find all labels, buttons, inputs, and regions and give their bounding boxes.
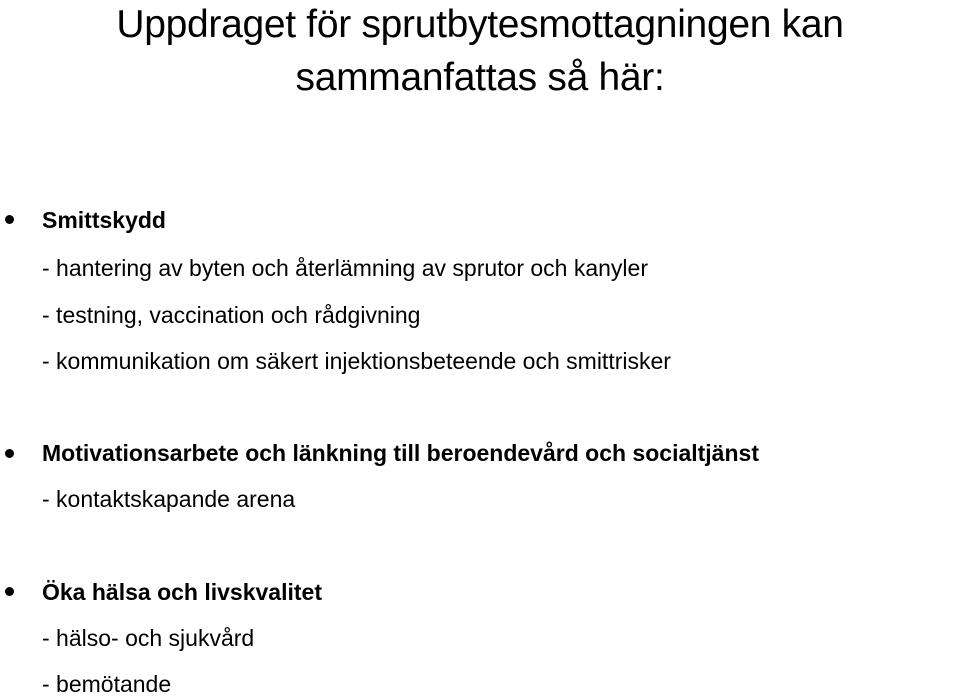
section-heading-halsa: Öka hälsa och livskvalitet: [42, 579, 322, 605]
list-item: - kontaktskapande arena: [42, 486, 296, 512]
bullet-icon: [5, 215, 14, 224]
slide-title-line-1: Uppdraget för sprutbytesmottagningen kan: [116, 3, 844, 46]
list-item: - hantering av byten och återlämning av sprutor och kanyler: [42, 255, 648, 281]
bullet-icon: [5, 449, 14, 458]
bullet-icon: [5, 587, 14, 596]
slide-title-line-2: sammanfattas så här:: [295, 56, 665, 99]
slide-title: [0, 0, 960, 103]
list-item: - hälso- och sjukvård: [42, 625, 255, 651]
list-item: - kommunikation om säkert injektionsbeteende och smittrisker: [42, 348, 671, 374]
section-heading-smittskydd: Smittskydd: [42, 207, 166, 233]
section-heading-motivationsarbete: Motivationsarbete och länkning till beroendevård och socialtjänst: [42, 440, 759, 466]
list-item: - testning, vaccination och rådgivning: [42, 302, 421, 328]
list-item: - bemötande: [42, 671, 172, 697]
